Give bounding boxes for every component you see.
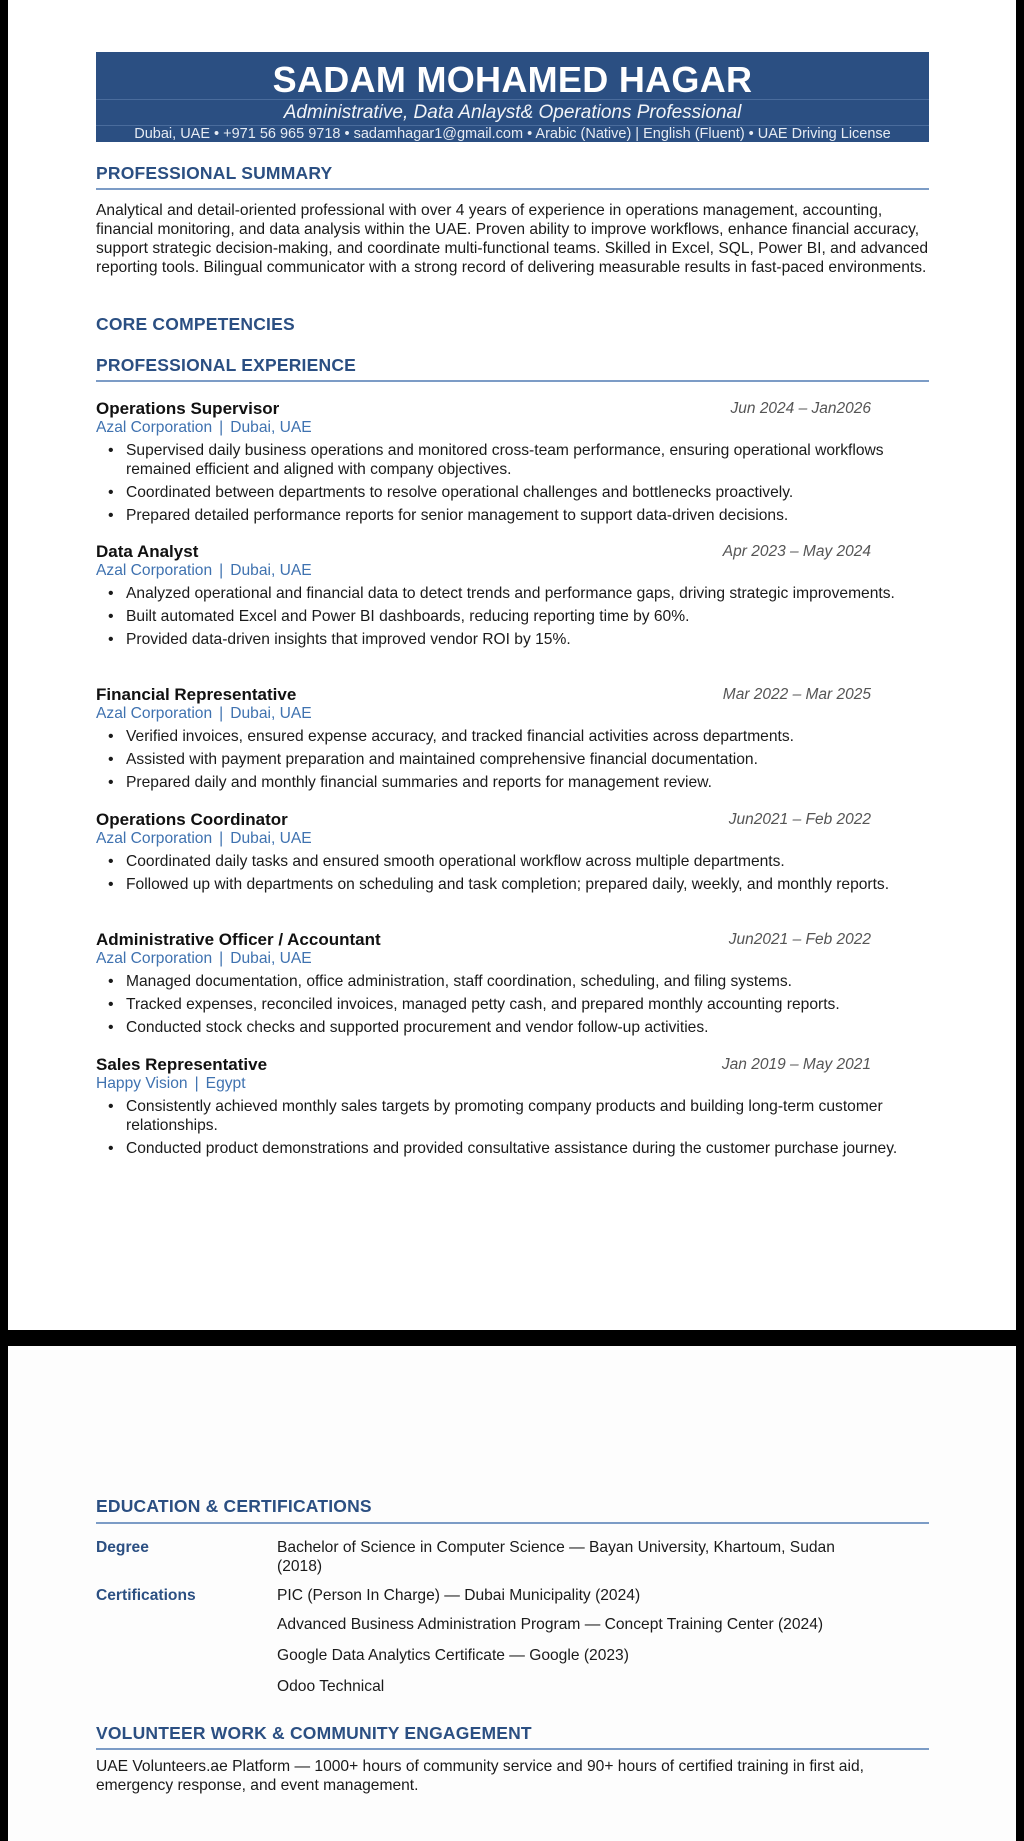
bullet-item: • Coordinated between departments to resolve operational challenges and bottlenecks proactively. (96, 483, 941, 502)
job-bullets (96, 584, 941, 653)
resume-header (96, 52, 929, 142)
company-name: Azal Corporation (96, 830, 213, 847)
certification-item: PIC (Person In Charge) — Dubai Municipality (2024) (277, 1587, 641, 1604)
company-location: Egypt (205, 1075, 246, 1092)
education-rule (96, 1522, 929, 1524)
bullet-item: • Conducted stock checks and supported procurement and vendor follow-up activities. (96, 1018, 941, 1037)
certification-item: Odoo Technical (277, 1678, 385, 1695)
bullet-item: • Followed up with departments on scheduling and task completion; prepared daily, weekly, and monthly reports. (96, 875, 941, 894)
job-date: Jun2021 – Feb 2022 (728, 931, 871, 948)
summary-rule (96, 188, 929, 190)
education-heading: EDUCATION & CERTIFICATIONS (96, 1496, 372, 1516)
bullet-item: • Consistently achieved monthly sales targets by promoting company products and building long-term customer relationships. (96, 1097, 941, 1135)
candidate-title: Administrative, Data Anlayst& Operations Professional (96, 99, 929, 126)
resume-page-1 (8, 0, 1016, 1330)
certification-item: Advanced Business Administration Program — Concept Training Center (2024) (277, 1616, 824, 1633)
volunteer-rule (96, 1748, 929, 1750)
candidate-name: SADAM MOHAMED HAGAR (272, 59, 753, 100)
job-company: Happy Vision | Egypt (96, 1075, 246, 1092)
bullet-item: • Coordinated daily tasks and ensured smooth operational workflow across multiple departments. (96, 852, 941, 871)
job-date: Jun 2024 – Jan2026 (730, 400, 871, 417)
summary-text: Analytical and detail-oriented professional with over 4 years of experience in operations management, accounting, financial monitoring, and data analysis within the UAE. Proven ability to improve workflows, enhance financial accuracy, support strategic decision-making, and coordinate multi-functional teams. Skilled in Excel, SQL, Power BI, and advanced reporting tools. Bilingual communicator with a strong record of delivering measurable results in fast-paced environments. (96, 202, 929, 276)
bullet-item: • Managed documentation, office administration, staff coordination, scheduling, and filing systems. (96, 972, 941, 991)
job-bullets (96, 972, 941, 1041)
certifications-label: Certifications (96, 1587, 196, 1604)
degree-label: Degree (96, 1539, 149, 1556)
job-date: Apr 2023 – May 2024 (722, 543, 871, 560)
company-location: Dubai, UAE (230, 705, 312, 722)
bullet-item: • Assisted with payment preparation and maintained comprehensive financial documentation. (96, 750, 941, 769)
company-location: Dubai, UAE (230, 562, 312, 579)
company-location: Dubai, UAE (230, 950, 312, 967)
job-bullets (96, 1097, 941, 1162)
job-company: Azal Corporation | Dubai, UAE (96, 419, 312, 436)
company-name: Azal Corporation (96, 419, 213, 436)
company-name: Happy Vision (96, 1075, 188, 1092)
volunteer-text: UAE Volunteers.ae Platform — 1000+ hours of community service and 90+ hours of certified training in first aid, emergency response, and event management. (96, 1758, 864, 1794)
job-bullets (96, 441, 941, 529)
bullet-item: • Analyzed operational and financial data to detect trends and performance gaps, driving strategic improvements. (96, 584, 941, 603)
job-company: Azal Corporation | Dubai, UAE (96, 705, 312, 722)
job-bullets (96, 852, 941, 898)
summary-heading: PROFESSIONAL SUMMARY (96, 163, 333, 183)
experience-rule (96, 380, 929, 382)
degree-value: Bachelor of Science in Computer Science — Bayan University, Khartoum, Sudan (2018) (277, 1539, 835, 1575)
company-location: Dubai, UAE (230, 830, 312, 847)
bullet-item: • Prepared daily and monthly financial summaries and reports for management review. (96, 773, 941, 792)
company-name: Azal Corporation (96, 705, 213, 722)
resume-page-2 (8, 1346, 1016, 1841)
bullet-item: • Conducted product demonstrations and provided consultative assistance during the customer purchase journey. (96, 1139, 941, 1158)
job-title: Financial Representative (96, 685, 297, 704)
job-company: Azal Corporation | Dubai, UAE (96, 830, 312, 847)
volunteer-heading: VOLUNTEER WORK & COMMUNITY ENGAGEMENT (96, 1723, 532, 1743)
job-date: Jan 2019 – May 2021 (721, 1056, 871, 1073)
bullet-item: • Supervised daily business operations and monitored cross-team performance, ensuring operational workflows remained efficient and aligned with company objectives. (96, 441, 941, 479)
bullet-item: • Prepared detailed performance reports for senior management to support data-driven decisions. (96, 506, 941, 525)
company-name: Azal Corporation (96, 950, 213, 967)
job-company: Azal Corporation | Dubai, UAE (96, 950, 312, 967)
job-date: Mar 2022 – Mar 2025 (722, 686, 871, 703)
job-bullets (96, 727, 941, 796)
job-company: Azal Corporation | Dubai, UAE (96, 562, 312, 579)
job-title: Sales Representative (96, 1055, 268, 1074)
job-date: Jun2021 – Feb 2022 (728, 811, 871, 828)
certification-item: Google Data Analytics Certificate — Google (2023) (277, 1647, 629, 1664)
job-title: Operations Supervisor (96, 399, 280, 418)
bullet-item: • Tracked expenses, reconciled invoices, managed petty cash, and prepared monthly accounting reports. (96, 995, 941, 1014)
competencies-heading: CORE COMPETENCIES (96, 314, 295, 334)
job-title: Operations Coordinator (96, 810, 288, 829)
experience-heading: PROFESSIONAL EXPERIENCE (96, 355, 357, 375)
bullet-item: • Built automated Excel and Power BI dashboards, reducing reporting time by 60%. (96, 607, 941, 626)
contact-line: Dubai, UAE • +971 56 965 9718 • sadamhagar1@gmail.com • Arabic (Native) | English (Fluent) • UAE Driving License (96, 125, 929, 143)
job-title: Administrative Officer / Accountant (96, 930, 381, 949)
bullet-item: • Verified invoices, ensured expense accuracy, and tracked financial activities across departments. (96, 727, 941, 746)
job-title: Data Analyst (96, 542, 199, 561)
company-name: Azal Corporation (96, 562, 213, 579)
bullet-item: • Provided data-driven insights that improved vendor ROI by 15%. (96, 630, 941, 649)
company-location: Dubai, UAE (230, 419, 312, 436)
